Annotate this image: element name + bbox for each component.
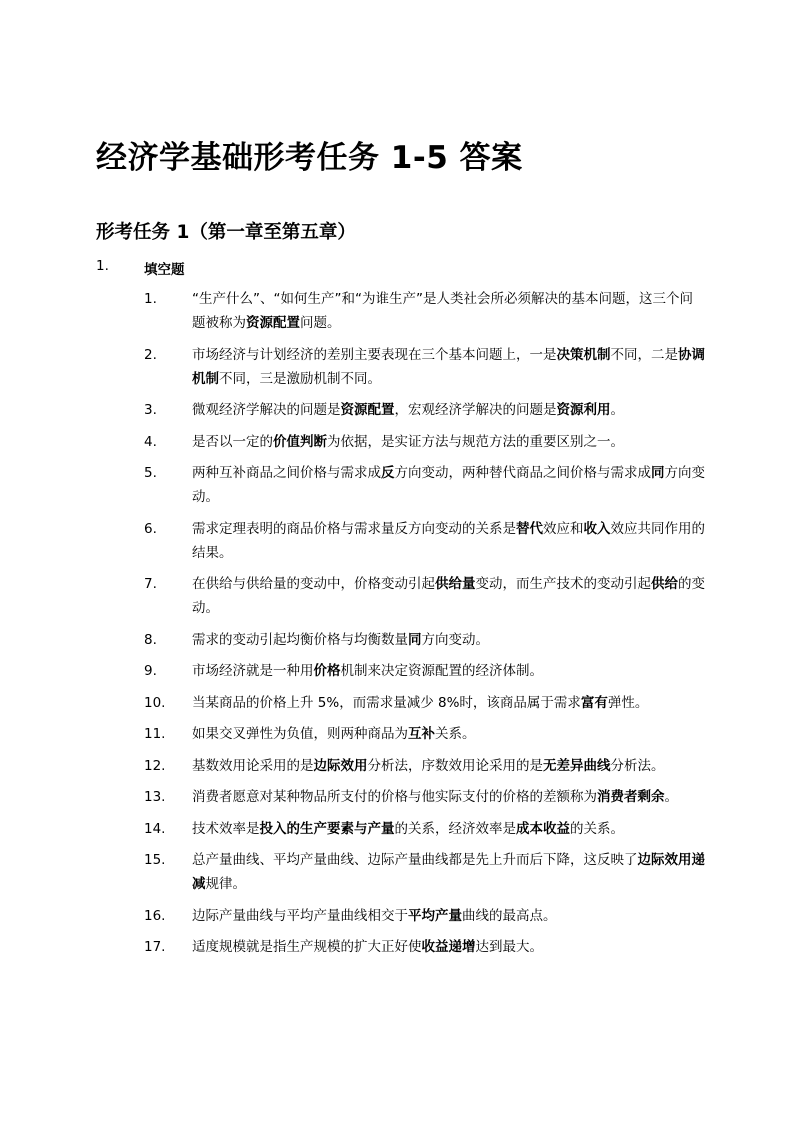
answer-term: 同 — [408, 631, 422, 648]
answer-term: 收益递增 — [421, 939, 476, 955]
list-item — [96, 628, 706, 652]
answer-term: 价值判断 — [273, 433, 327, 450]
answer-term: 协调机制 — [192, 346, 705, 387]
question-text: 总产量曲线、平均产量曲线、边际产量曲线都是先上升而后下降，这反映了 — [192, 852, 638, 868]
question-text: 效应共同作用的结果。 — [192, 520, 705, 561]
question-text: 需求的变动引起均衡价格与均衡数量 — [192, 631, 408, 648]
list-item-number: 16. — [144, 907, 166, 924]
document-title: 经济学基础形考任务 1-5 答案 — [96, 140, 523, 176]
question-text: 不同，三是激励机制不同。 — [219, 370, 381, 387]
question-text: 方向变动，两种替代商品之间价格与需求成 — [394, 465, 651, 481]
list-item — [96, 659, 706, 683]
question-text: 的变动。 — [192, 576, 705, 616]
list-item-number: 10. — [144, 694, 166, 711]
answer-term: 同 — [651, 465, 665, 481]
list-item — [96, 722, 706, 746]
list-item-number: 1. — [144, 291, 157, 307]
answer-term: 平均产量 — [408, 907, 462, 924]
question-type-title: 填空题 — [144, 262, 185, 278]
question-text: 的关系，经济效率是 — [394, 820, 516, 837]
list-item-number: 11. — [144, 726, 166, 742]
question-text: 曲线的最高点。 — [462, 907, 557, 924]
list-item-number: 5. — [144, 465, 157, 481]
answer-term: 资源配置 — [340, 402, 395, 418]
answer-term: 边际效用递减 — [192, 852, 705, 892]
list-item-number: 14. — [144, 820, 166, 837]
question-text: 方向变动。 — [192, 465, 705, 505]
list-item-number: 7. — [144, 576, 157, 592]
list-item-number: 12. — [144, 757, 166, 774]
question-text: 基数效用论采用的是 — [192, 757, 314, 774]
list-item — [96, 691, 706, 715]
question-text: 。 — [610, 402, 624, 418]
answer-term: 无差异曲线 — [543, 757, 611, 774]
question-text: 变动，而生产技术的变动引起 — [475, 576, 651, 592]
list-item-number: 17. — [144, 939, 166, 955]
question-text: 达到最大。 — [475, 939, 543, 955]
list-item — [96, 935, 706, 959]
question-text: 市场经济就是一种用 — [192, 663, 314, 679]
answer-term: 收入 — [583, 520, 611, 537]
question-text: 规律。 — [205, 876, 246, 892]
list-item-number: 15. — [144, 852, 166, 868]
question-text: ，宏观经济学解决的问题是 — [394, 402, 557, 418]
answer-term: 消费者剩余 — [597, 789, 665, 805]
list-item-number: 9. — [144, 663, 157, 679]
question-text: 如果交叉弹性为负值，则两种商品为 — [192, 726, 408, 742]
answer-term: 互补 — [408, 726, 435, 742]
answer-term: 价格 — [313, 663, 341, 679]
question-text: 两种互补商品之间价格与需求成 — [192, 465, 381, 481]
section-heading: 形考任务 1（第一章至第五章） — [96, 222, 356, 243]
list-item-number: 4. — [144, 433, 157, 450]
answer-term: 资源利用 — [556, 402, 611, 418]
answer-term: 富有 — [580, 694, 608, 711]
answer-term: 投入的生产要素与产量 — [259, 820, 395, 837]
question-text: 消费者愿意对某种物品所支付的价格与他实际支付的价格的差额称为 — [192, 789, 597, 805]
list-item — [96, 848, 706, 896]
question-text: 。 — [664, 789, 678, 805]
question-text: 方向变动。 — [421, 631, 489, 648]
question-text: 技术效率是 — [192, 820, 260, 837]
question-text: 是否以一定的 — [192, 433, 273, 450]
list-item — [96, 572, 706, 620]
answer-term: 反 — [381, 465, 395, 481]
question-text: 分析法，序数效用论采用的是 — [367, 757, 543, 774]
question-text: 效应和 — [543, 520, 584, 537]
list-item-number: 13. — [144, 789, 166, 805]
list-item-number: 8. — [144, 631, 157, 648]
list-item — [96, 398, 706, 422]
list-item — [96, 785, 706, 809]
list-item — [96, 904, 706, 928]
list-item — [96, 430, 706, 454]
list-item — [96, 817, 706, 841]
question-text: 弹性。 — [607, 694, 649, 711]
question-text: 机制来决定资源配置的经济体制。 — [340, 663, 543, 679]
question-text: 为依据，是实证方法与规范方法的重要区别之一。 — [327, 433, 624, 450]
question-text: 适度规模就是指生产规模的扩大正好使 — [192, 939, 422, 955]
question-text: 需求定理表明的商品价格与需求量反方向变动的关系是 — [192, 520, 516, 537]
answer-term: 资源配置 — [246, 315, 300, 331]
answer-term: 供给量 — [435, 576, 476, 592]
list-item-number: 2. — [144, 346, 157, 363]
list-item — [96, 754, 706, 778]
question-text: 分析法。 — [610, 757, 665, 774]
question-text: 边际产量曲线与平均产量曲线相交于 — [192, 907, 408, 924]
question-text: 关系。 — [435, 726, 476, 742]
question-text: 的关系。 — [570, 820, 624, 837]
list-item-number: 3. — [144, 402, 157, 418]
answer-term: 成本收益 — [516, 820, 570, 837]
list-item — [96, 287, 706, 335]
answer-list — [96, 287, 706, 967]
question-text: “生产什么”、“如何生产”和“为谁生产”是人类社会所必须解决的基本问题，这三个问题被称为 — [192, 291, 693, 331]
answer-term: 边际效用 — [313, 757, 368, 774]
question-text: 微观经济学解决的问题是 — [192, 402, 341, 418]
answer-term: 供给 — [651, 576, 678, 592]
list-item — [96, 517, 706, 565]
answer-term: 决策机制 — [556, 346, 611, 363]
question-text: 不同，二是 — [610, 346, 678, 363]
question-type-number: 1. — [96, 258, 109, 274]
answer-term: 替代 — [516, 520, 543, 537]
question-text: 当某商品的价格上升 5%，而需求量减少 8%时，该商品属于需求 — [192, 694, 581, 711]
question-text: 问题。 — [300, 315, 341, 331]
question-text: 市场经济与计划经济的差别主要表现在三个基本问题上，一是 — [192, 346, 557, 363]
list-item — [96, 461, 706, 509]
question-text: 在供给与供给量的变动中，价格变动引起 — [192, 576, 435, 592]
list-item — [96, 343, 706, 391]
list-item-number: 6. — [144, 520, 157, 537]
